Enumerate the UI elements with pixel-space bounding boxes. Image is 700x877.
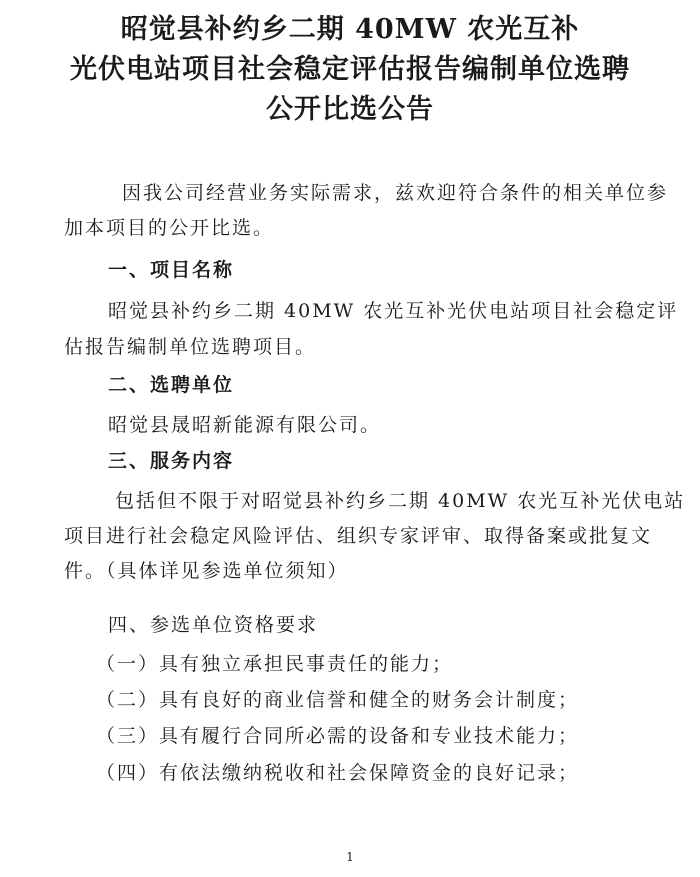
section-1-line-1: 昭觉县补约乡二期 40MW 农光互补光伏电站项目社会稳定评 — [108, 300, 679, 322]
section-3-heading: 三、服务内容 — [108, 450, 235, 472]
page-number: 1 — [346, 850, 354, 864]
intro-line-2: 加本项目的公开比选。 — [64, 217, 275, 239]
section-2-line-1: 昭觉县晟昭新能源有限公司。 — [108, 414, 382, 436]
section-2-heading: 二、选聘单位 — [108, 374, 235, 396]
section-1-line-2: 估报告编制单位选聘项目。 — [64, 336, 317, 358]
section-4-heading: 四、参选单位资格要求 — [108, 614, 319, 636]
qualification-item-3: （三）具有履行合同所必需的设备和专业技术能力； — [96, 725, 580, 747]
section-1-heading: 一、项目名称 — [108, 259, 235, 281]
section-3-line-2: 项目进行社会稳定风险评估、组织专家评审、取得备案或批复文 — [64, 525, 653, 547]
document-title-line-1: 昭觉县补约乡二期 40MW 农光互补 — [120, 14, 580, 45]
section-3-line-3: 件。（具体详见参选单位须知） — [64, 560, 349, 582]
document-title-line-2: 光伏电站项目社会稳定评估报告编制单位选聘 — [70, 54, 630, 85]
document-title-line-3: 公开比选公告 — [266, 94, 434, 125]
qualification-item-2: （二）具有良好的商业信誉和健全的财务会计制度； — [96, 689, 580, 711]
section-3-line-1: 包括但不限于对昭觉县补约乡二期 40MW 农光互补光伏电站 — [115, 490, 686, 512]
qualification-item-4: （四）有依法缴纳税收和社会保障资金的良好记录； — [96, 762, 580, 784]
intro-line-1: 因我公司经营业务实际需求，兹欢迎符合条件的相关单位参 — [122, 182, 669, 204]
qualification-item-1: （一）具有独立承担民事责任的能力； — [96, 653, 454, 675]
